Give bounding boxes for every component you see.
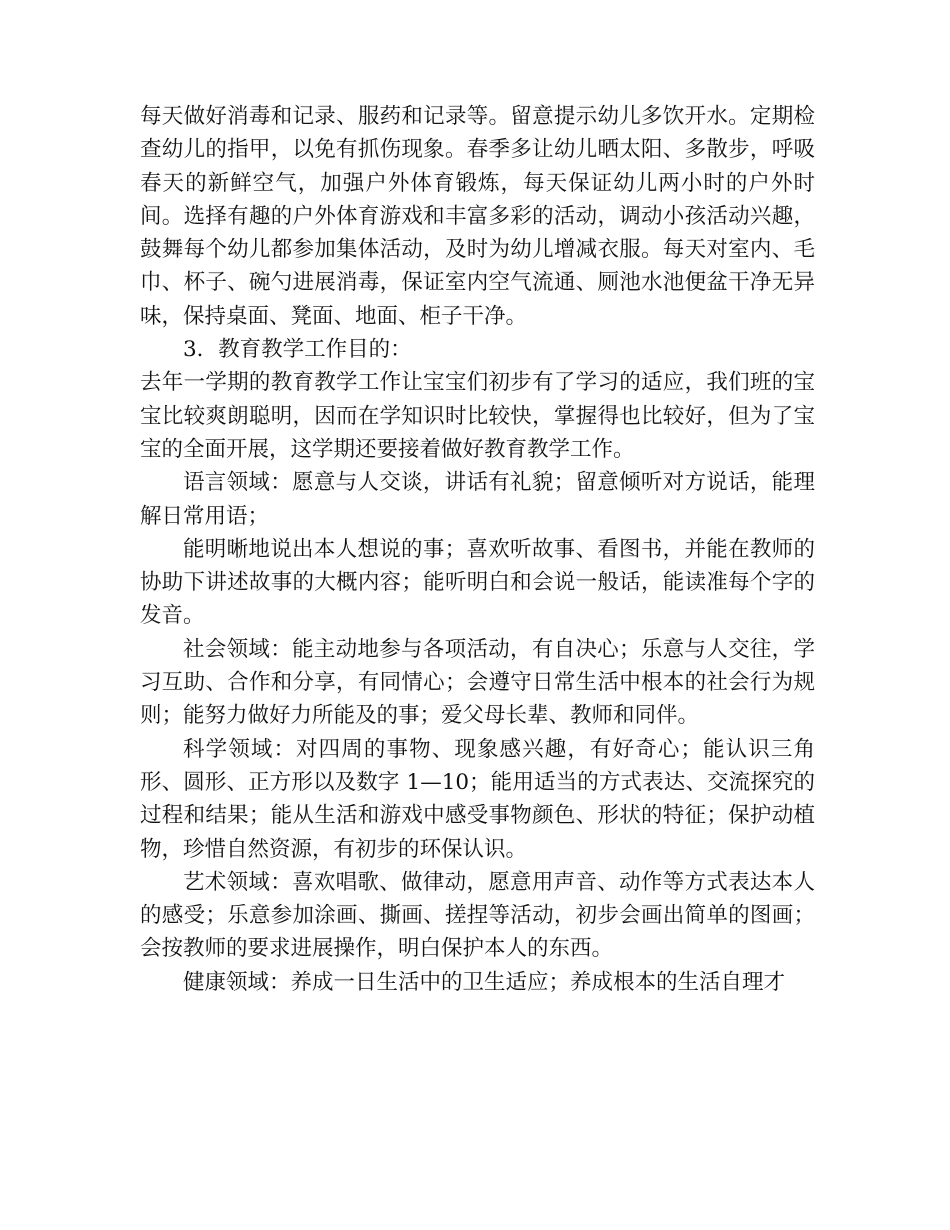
heading-teaching-goals: 3．教育教学工作目的： — [183, 337, 412, 363]
paragraph-hygiene-routine: 每天做好消毒和记录、服药和记录等。留意提示幼儿多饮开水。定期检查幼儿的指甲，以免有抓伤现象。春季多让幼儿晒太阳、多散步，呼吸春天的新鲜空气，加强户外体育锻炼，每天保证幼儿两小时的户外时间。选择有趣的户外体育游戏和丰富多彩的活动，调动小孩活动兴趣，鼓舞每个幼儿都参加集体活动，及时为幼儿增减衣服。每天对室内、毛巾、杯子、碗勺进展消毒，保证室内空气流通、厕池水池便盆干净无异味，保持桌面、凳面、地面、柜子干净。 — [140, 104, 815, 329]
paragraph-social-domain: 社会领域：能主动地参与各项活动，有自决心；乐意与人交往，学习互助、合作和分享，有同情心；会遵守日常生活中根本的社会行为规则；能努力做好力所能及的事；爱父母长辈、教师和同伴。 — [140, 636, 815, 729]
paragraph-language-domain-cont: 能明晰地说出本人想说的事；喜欢听故事、看图书，并能在教师的协助下讲述故事的大概内容；能听明白和会说一般话，能读准每个字的发音。 — [140, 536, 815, 629]
document-body — [140, 100, 815, 999]
paragraph-language-domain: 语言领域：愿意与人交谈，讲话有礼貌；留意倾听对方说话，能理解日常用语； — [140, 470, 815, 529]
paragraph-teaching-intro: 去年一学期的教育教学工作让宝宝们初步有了学习的适应，我们班的宝宝比较爽朗聪明，因而在学知识时比较快，掌握得也比较好，但为了宝宝的全面开展，这学期还要接着做好教育教学工作。 — [140, 370, 815, 462]
paragraph-health-domain: 健康领域：养成一日生活中的卫生适应；养成根本的生活自理才 — [183, 969, 786, 995]
paragraph-art-domain: 艺术领域：喜欢唱歌、做律动，愿意用声音、动作等方式表达本人的感受；乐意参加涂画、撕画、搓捏等活动，初步会画出简单的图画；会按教师的要求进展操作，明白保护本人的东西。 — [140, 869, 815, 962]
paragraph-science-domain: 科学领域：对四周的事物、现象感兴趣，有好奇心；能认识三角形、圆形、正方形以及数字 1—10；能用适当的方式表达、交流探究的过程和结果；能从生活和游戏中感受事物颜色、形状的特征；保护动植物，珍惜自然资源，有初步的环保认识。 — [140, 736, 815, 862]
